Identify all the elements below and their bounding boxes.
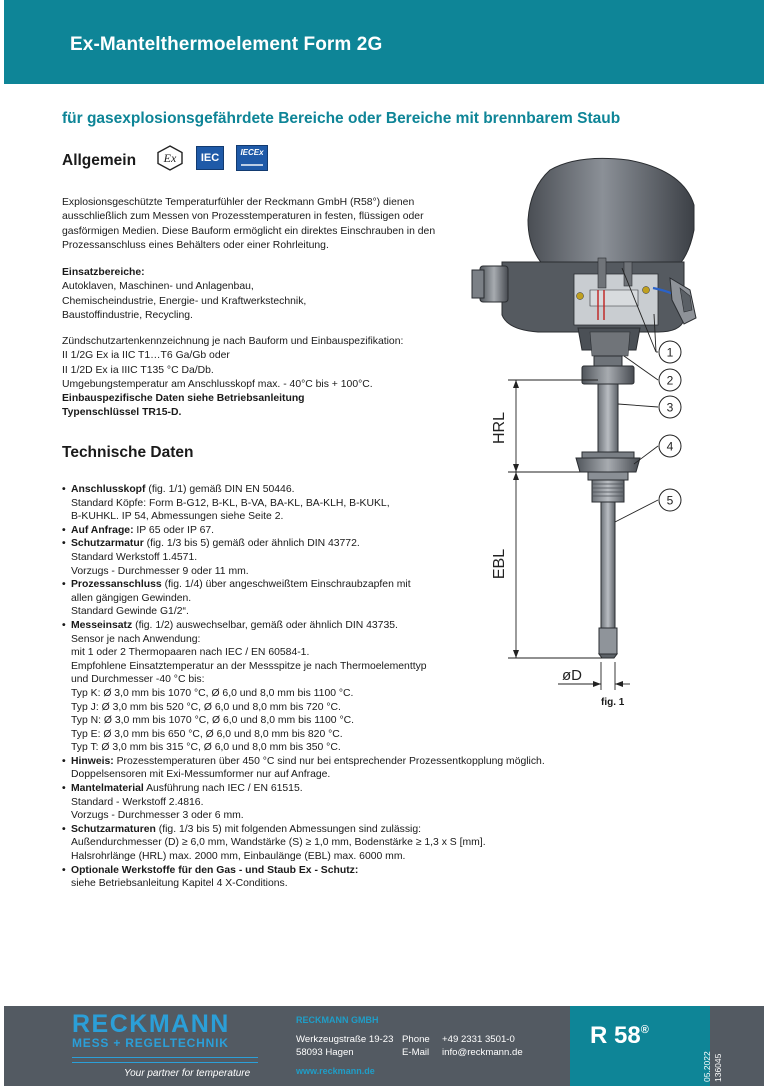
usage-line: Chemischeindustrie, Energie- und Kraftwerkstechnik, xyxy=(62,295,307,307)
marking-line: Zündschutzartenkennzeichnung je nach Bauform und Einbauspezifikation: xyxy=(62,336,404,347)
document-number: 136045 xyxy=(713,1053,723,1082)
callout-3 xyxy=(659,396,681,418)
callout-4 xyxy=(659,435,681,457)
contact-info xyxy=(402,1034,523,1059)
tech-item-line: Standard Gewinde G1/2“. xyxy=(71,606,189,618)
process-connection xyxy=(576,452,640,502)
intro-line: ausschließlich zum Messen von Prozesstemperaturen in festen, flüssigen oder xyxy=(62,211,424,223)
svg-text:4: 4 xyxy=(666,439,674,454)
tech-item-line: Standard Köpfe: Form B-G12, B-KL, B-VA, BA-KL, BA-KLH, B-KUKL, xyxy=(71,497,390,509)
tech-item-line: Sensor je nach Anwendung: xyxy=(71,633,201,645)
figure-caption: fig. 1 xyxy=(601,697,625,708)
email-label: E-Mail xyxy=(402,1046,430,1058)
tech-item-line: Vorzugs - Durchmesser 3 oder 6 mm. xyxy=(71,810,244,822)
usage-paragraph xyxy=(62,266,306,323)
section-heading-technical: Technische Daten xyxy=(62,444,194,461)
tech-item-label: Optionale Werkstoffe für den Gas - und Staub Ex - Schutz: xyxy=(71,864,359,876)
tech-item-text: (fig. 1/3 bis 5) mit folgenden Abmessungen sind zulässig: xyxy=(155,823,421,835)
tech-item-text: (fig. 1/2) auswechselbar, gemäß oder ähnlich DIN 43735. xyxy=(132,619,398,631)
brand-logo xyxy=(72,1010,258,1079)
email-link[interactable]: info@reckmann.de xyxy=(442,1046,523,1058)
tech-item-line: Typ E: Ø 3,0 mm bis 650 °C, Ø 6,0 und 8,0 mm bis 820 °C. xyxy=(71,728,343,740)
tech-item-label: Messeinsatz xyxy=(71,619,133,631)
intro-paragraph xyxy=(62,196,435,253)
brand-subtitle: MESS + REGELTECHNIK xyxy=(72,1036,229,1050)
tech-item-line: Typ N: Ø 3,0 mm bis 1070 °C, Ø 6,0 und 8,0 mm bis 1100 °C. xyxy=(71,715,355,727)
intro-line: Prozessanschluss eines Behälters oder einer Rohrleitung. xyxy=(62,239,329,251)
tech-item-line: siehe Betriebsanleitung Kapitel 4 X-Conditions. xyxy=(71,878,288,890)
intro-line: gasförmigen Medien. Diese Bauform ermöglicht ein direktes Einschrauben in den xyxy=(62,225,436,237)
tech-item-line: allen gängigen Gewinden. xyxy=(71,592,192,604)
revision-date: 05.2022 xyxy=(702,1051,712,1082)
footer xyxy=(4,1006,764,1086)
callout-1 xyxy=(659,341,681,363)
marking-paragraph xyxy=(62,335,403,421)
tech-item-label: Auf Anfrage: xyxy=(71,524,134,536)
intro-line: Explosionsgeschützte Temperaturfühler der Reckmann GmbH (R58°) dienen xyxy=(62,197,415,208)
tech-item-text: Prozesstemperaturen über 450 °C sind nur bei entsprechender Prozessentkopplung möglich. xyxy=(113,755,545,767)
phone-label: Phone xyxy=(402,1034,430,1045)
note-line: Einbauspezifische Daten siehe Betriebsanleitung xyxy=(62,393,305,405)
neck-tube xyxy=(598,384,618,452)
neck-nut xyxy=(582,366,634,384)
city: 58093 Hagen xyxy=(296,1046,354,1058)
tech-item xyxy=(62,782,545,823)
document-date xyxy=(702,1051,724,1082)
tech-item xyxy=(62,864,545,891)
ex-hexagon-icon xyxy=(156,145,184,171)
tech-item-line: Typ T: Ø 3,0 mm bis 315 °C, Ø 6,0 und 8,0 mm bis 350 °C. xyxy=(71,742,341,754)
marking-line: II 1/2G Ex ia IIC T1…T6 Ga/Gb oder xyxy=(62,350,230,362)
brand-rule xyxy=(72,1057,258,1063)
subtitle: für gasexplosionsgefährdete Bereiche oder Bereiche mit brennbarem Staub xyxy=(62,110,621,127)
svg-text:3: 3 xyxy=(666,400,674,415)
tech-item-line: mit 1 oder 2 Thermopaaren nach IEC / EN 60584-1. xyxy=(71,647,310,659)
tech-item-text: (fig. 1/1) gemäß DIN EN 50446. xyxy=(145,484,295,495)
tech-item-line: und Durchmesser -40 °C bis: xyxy=(71,674,205,686)
brand-tagline: Your partner for temperature xyxy=(124,1068,251,1079)
iec-logo-icon: IEC xyxy=(196,146,224,170)
tech-item-text: (fig. 1/3 bis 5) gemäß oder ähnlich DIN 43772. xyxy=(143,538,360,550)
thermowell-tube xyxy=(601,502,615,630)
tech-item-line: Vorzugs - Durchmesser 9 oder 11 mm. xyxy=(71,565,249,577)
section-heading-general: Allgemein xyxy=(62,152,137,169)
registered-mark: ® xyxy=(640,1024,649,1036)
callout-2 xyxy=(659,369,681,391)
diameter-label: øD xyxy=(562,667,582,684)
tech-item-label: Mantelmaterial xyxy=(71,783,144,795)
tech-item-label: Prozessanschluss xyxy=(71,579,162,591)
connection-head xyxy=(472,158,696,356)
tech-item-label: Anschlusskopf xyxy=(71,484,146,495)
website-link[interactable]: www.reckmann.de xyxy=(296,1066,375,1076)
svg-text:1: 1 xyxy=(666,345,674,360)
usage-line: Autoklaven, Maschinen- und Anlagenbau, xyxy=(62,281,254,293)
tech-item-label: Hinweis: xyxy=(71,755,114,767)
usage-line: Baustoffindustrie, Recycling. xyxy=(62,309,193,321)
tech-item-line: Typ K: Ø 3,0 mm bis 1070 °C, Ø 6,0 und 8,0 mm bis 1100 °C. xyxy=(71,687,354,699)
svg-text:2: 2 xyxy=(666,373,674,388)
tech-item-line: Empfohlene Einsatztemperatur an der Messspitze je nach Thermoelementtyp xyxy=(71,660,427,672)
tech-item-line: Außendurchmesser (D) ≥ 6,0 mm, Wandstärke (S) ≥ 1,0 mm, Bodenstärke ≥ 1,3 x S [mm]. xyxy=(71,837,486,849)
tech-item-text: (fig. 1/4) über angeschweißtem Einschraubzapfen mit xyxy=(161,579,411,591)
iecex-logo-icon: IECEx xyxy=(236,145,268,171)
page-title: Ex-Mantelthermoelement Form 2G xyxy=(70,34,383,55)
tech-item-line: B-KUHKL. IP 54, Abmessungen siehe Seite 2. xyxy=(71,511,284,523)
brand-name: RECKMANN xyxy=(72,1010,230,1038)
callout-5 xyxy=(659,489,681,511)
tech-item-text: IP 65 oder IP 67. xyxy=(133,524,215,536)
svg-text:5: 5 xyxy=(666,493,674,508)
tech-item-line: Doppelsensoren mit Exi-Messumformer nur auf Anfrage. xyxy=(71,769,331,781)
tech-item xyxy=(62,823,545,864)
ebl-label: EBL xyxy=(491,548,508,580)
thermocouple-figure xyxy=(458,150,758,720)
document-code: R 58® xyxy=(590,1022,649,1049)
document-code-box xyxy=(570,1006,710,1086)
header-bar xyxy=(4,0,764,84)
tech-item-label: Schutzarmaturen xyxy=(71,823,156,835)
tech-item-text: Ausführung nach IEC / EN 61515. xyxy=(143,783,303,795)
tech-item-line: Halsrohrlänge (HRL) max. 2000 mm, Einbaulänge (EBL) max. 6000 mm. xyxy=(71,851,406,863)
marking-line: Umgebungstemperatur am Anschlusskopf max. - 40°C bis + 100°C. xyxy=(62,378,373,390)
marking-line: II 1/2D Ex ia IIIC T135 °C Da/Db. xyxy=(62,364,214,376)
address xyxy=(296,1034,393,1059)
note-line: Typenschlüssel TR15-D. xyxy=(62,407,182,419)
tech-item-line: Standard - Werkstoff 2.4816. xyxy=(71,796,204,808)
tech-item-line: Typ J: Ø 3,0 mm bis 520 °C, Ø 6,0 und 8,0 mm bis 720 °C. xyxy=(71,701,341,713)
svg-text:Ex: Ex xyxy=(163,151,177,165)
phone-number[interactable]: +49 2331 3501-0 xyxy=(442,1034,515,1045)
tech-item-label: Schutzarmatur xyxy=(71,538,144,550)
certification-logos xyxy=(156,144,268,172)
tech-item-line: Standard Werkstoff 1.4571. xyxy=(71,551,198,563)
usage-title: Einsatzbereiche: xyxy=(62,267,145,278)
hrl-label: HRL xyxy=(491,411,508,445)
company-name: RECKMANN GMBH xyxy=(296,1015,379,1025)
tech-item xyxy=(62,755,545,782)
street: Werkzeugstraße 19-23 xyxy=(296,1034,394,1045)
